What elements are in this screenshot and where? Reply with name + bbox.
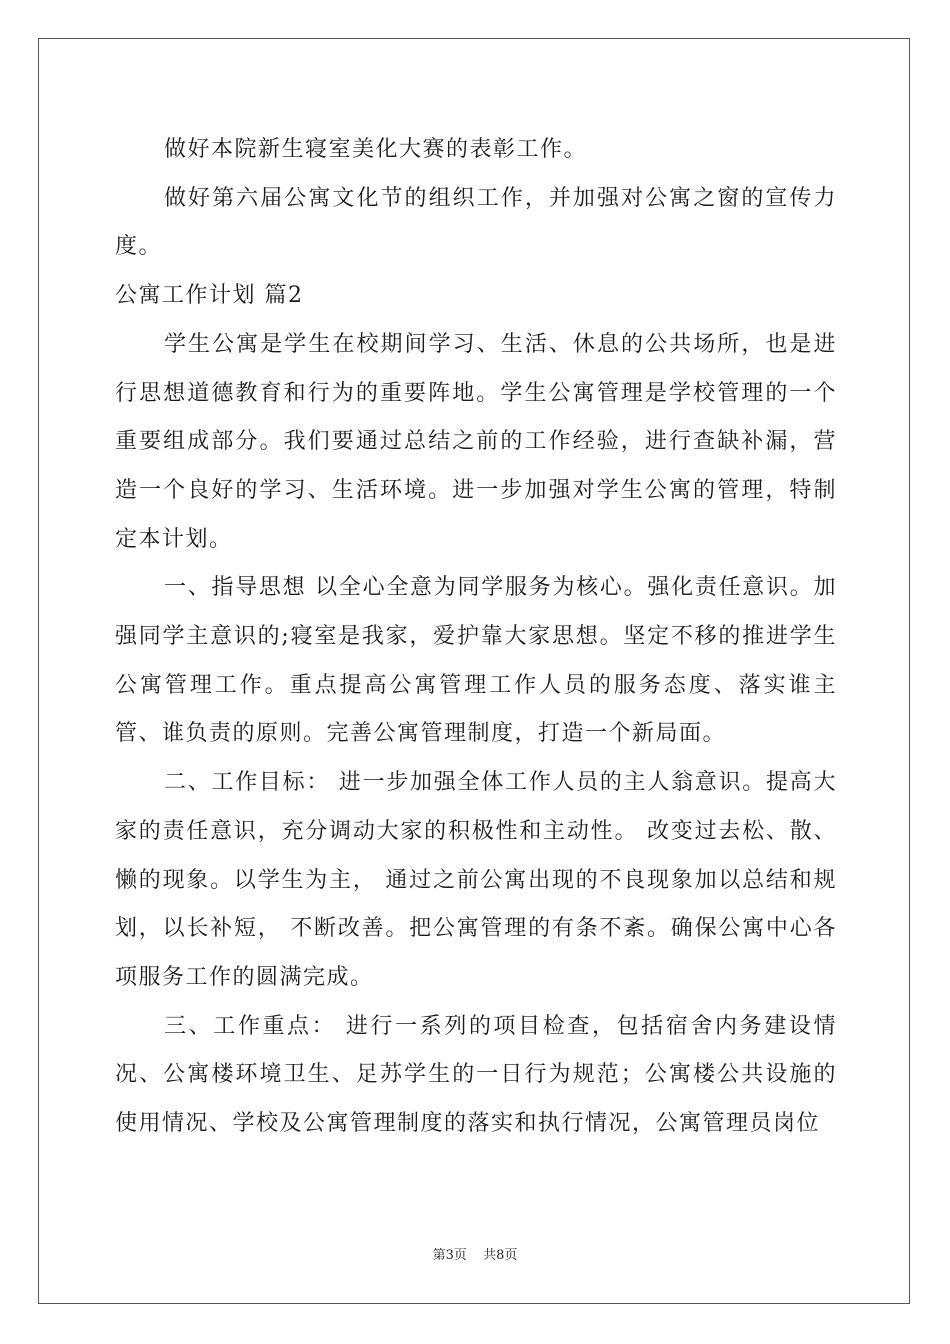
paragraph: 二、工作目标： 进一步加强全体工作人员的主人翁意识。提高大家的责任意识，充分调动大家的积极性和主动性。 改变过去松、散、懒的现象。以学生为主， 通过之前公寓出现的不良现象加以总结和规划，以长补短， 不断改善。把公寓管理的有条不紊。确保公寓中心各项服务工作的圆满完成。	[115, 770, 837, 990]
page-number: 第3页	[432, 1248, 467, 1263]
paragraph: 做好本院新生寝室美化大赛的表彰工作。	[164, 137, 588, 162]
paragraph: 三、工作重点： 进行一系列的项目检查，包括宿舍内务建设情况、公寓楼环境卫生、足苏学生的一日行为规范；公寓楼公共设施的使用情况、学校及公寓管理制度的落实和执行情况，公寓管理员岗位	[115, 1013, 837, 1137]
paragraph: 学生公寓是学生在校期间学习、生活、休息的公共场所，也是进行思想道德教育和行为的重要阵地。学生公寓管理是学校管理的一个重要组成部分。我们要通过总结之前的工作经验，进行查缺补漏，营造一个良好的学习、生活环境。进一步加强对学生公寓的管理，特制定本计划。	[115, 331, 837, 552]
section-title: 公寓工作计划 篇2	[115, 283, 304, 309]
paragraph: 做好第六届公寓文化节的组织工作，并加强对公寓之窗的宣传力度。	[115, 185, 837, 260]
total-pages: 共8页	[483, 1248, 518, 1263]
paragraph: 一、指导思想 以全心全意为同学服务为核心。强化责任意识。加强同学主意识的;寝室是我家，爱护靠大家思想。坚定不移的推进学生公寓管理工作。重点提高公寓管理工作人员的服务态度、落实谁主管、谁负责的原则。完善公寓管理制度，打造一个新局面。	[115, 575, 837, 747]
page-footer	[0, 1244, 950, 1263]
document-body	[115, 126, 837, 1149]
